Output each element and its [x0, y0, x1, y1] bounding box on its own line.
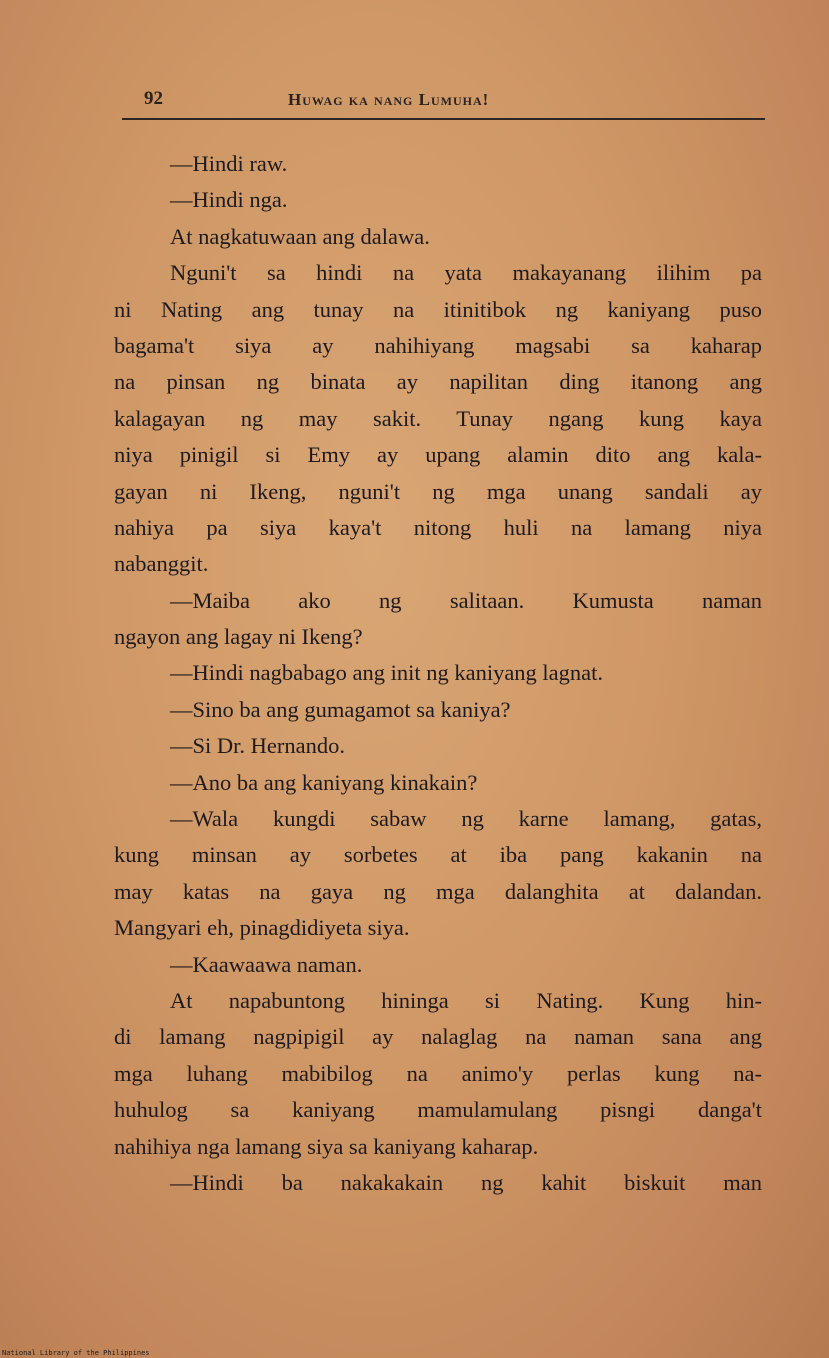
text-line: —Wala kungdi sabaw ng karne lamang, gatas,	[170, 806, 762, 832]
text-line: —Maiba ako ng salitaan. Kumusta naman	[170, 587, 762, 613]
text-line: may katas na gaya ng mga dalanghita at dalandan.	[114, 878, 762, 904]
text-line: —Sino ba ang gumagamot sa kaniya?	[170, 696, 511, 722]
page-number: 92	[144, 88, 163, 109]
text-line: na pinsan ng binata ay napilitan ding itanong ang	[114, 369, 762, 395]
body-text	[114, 146, 762, 1201]
text-line: —Kaawaawa naman.	[170, 951, 363, 977]
running-title: Huwag ka nang Lumuha!	[288, 90, 490, 109]
header-rule	[122, 118, 765, 120]
text-line: Nguni't sa hindi na yata makayanang ilihim pa	[170, 260, 762, 286]
text-line: —Hindi nagbabago ang init ng kaniyang lagnat.	[170, 660, 604, 686]
text-line: At napabuntong hininga si Nating. Kung hin-	[170, 987, 762, 1013]
text-line: nabanggit.	[114, 551, 209, 577]
page-header	[140, 88, 760, 112]
text-line: nahihiya nga lamang siya sa kaniyang kaharap.	[114, 1133, 539, 1159]
text-line: bagama't siya ay nahihiyang magsabi sa kaharap	[114, 332, 762, 358]
text-line: mga luhang mabibilog na animo'y perlas kung na-	[114, 1060, 762, 1086]
text-line: gayan ni Ikeng, nguni't ng mga unang sandali ay	[114, 478, 762, 504]
text-line: —Hindi raw.	[170, 151, 288, 176]
text-line: kalagayan ng may sakit. Tunay ngang kung kaya	[114, 405, 762, 431]
text-line: niya pinigil si Emy ay upang alamin dito ang kala-	[114, 442, 762, 468]
text-line: ngayon ang lagay ni Ikeng?	[114, 624, 363, 650]
text-line: kung minsan ay sorbetes at iba pang kakanin na	[114, 842, 762, 868]
text-line: —Si Dr. Hernando.	[170, 733, 345, 759]
text-line: —Hindi nga.	[170, 187, 288, 213]
text-line: Mangyari eh, pinagdidiyeta siya.	[114, 915, 410, 941]
text-line: nahiya pa siya kaya't nitong huli na lamang niya	[114, 514, 762, 540]
library-credit: National Library of the Philippines	[2, 1349, 150, 1357]
text-line: di lamang nagpipigil ay nalaglag na naman sana ang	[114, 1024, 762, 1050]
text-line: At nagkatuwaan ang dalawa.	[170, 223, 430, 249]
text-line: —Hindi ba nakakakain ng kahit biskuit man	[170, 1169, 762, 1195]
text-line: —Ano ba ang kaniyang kinakain?	[170, 769, 478, 795]
text-line: ni Nating ang tunay na itinitibok ng kaniyang puso	[114, 296, 762, 322]
text-line: huhulog sa kaniyang mamulamulang pisngi danga't	[114, 1097, 762, 1123]
